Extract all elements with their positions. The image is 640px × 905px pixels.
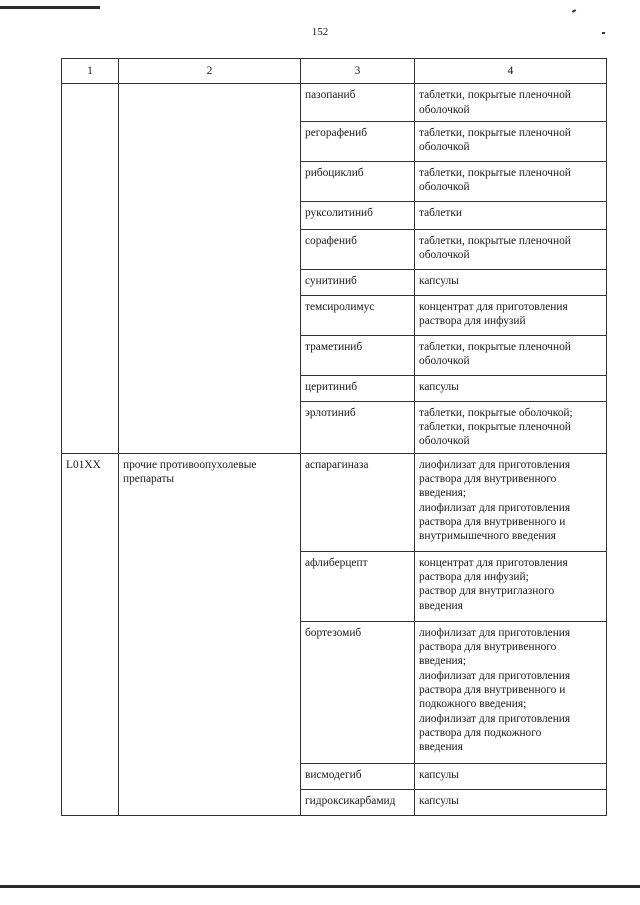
dosage-form-cell	[415, 621, 607, 763]
drug-name-cell: церитиниб	[301, 375, 415, 401]
column-header-2: 2	[119, 59, 301, 84]
group-name-cell	[119, 84, 301, 453]
text-line: таблетки, покрытые пленочной	[419, 421, 571, 434]
text-line: введения	[419, 599, 463, 612]
drug-name-cell: афлиберцепт	[301, 551, 415, 621]
dosage-form-cell	[415, 201, 607, 229]
text-line: введения;	[419, 655, 467, 668]
dosage-form-cell	[415, 401, 607, 453]
text-line: препараты	[123, 473, 175, 486]
dosage-form-cell	[415, 453, 607, 551]
atc-code-cell: L01XX	[62, 453, 119, 815]
dosage-form-cell	[415, 161, 607, 201]
dosage-form-cell	[415, 335, 607, 375]
drug-name-cell: темсиролимус	[301, 295, 415, 335]
table-body	[62, 84, 607, 815]
text-line: концентрат для приготовления	[419, 556, 568, 569]
text-line: оболочкой	[419, 435, 470, 448]
text-line: оболочкой	[419, 249, 470, 262]
text-line: оболочкой	[419, 103, 470, 116]
text-line: раствора для внутривенного	[419, 641, 557, 654]
text-line: введения	[419, 741, 463, 754]
text-line: лиофилизат для приготовления	[419, 501, 571, 514]
drug-name-cell: сорафениб	[301, 229, 415, 269]
drug-name-cell: аспарагиназа	[301, 453, 415, 551]
column-header-4: 4	[415, 59, 607, 84]
text-line: таблетки, покрытые пленочной	[419, 340, 571, 353]
text-line: таблетки, покрытые оболочкой;	[419, 406, 573, 419]
drug-name-cell: висмодегиб	[301, 763, 415, 789]
dosage-form-cell	[415, 229, 607, 269]
scan-artifact-line-top	[0, 6, 100, 9]
page-number: 152	[311, 26, 329, 38]
text-line: лиофилизат для приготовления	[419, 669, 571, 682]
text-line: оболочкой	[419, 181, 470, 194]
group-name-cell	[119, 453, 301, 815]
text-line: лиофилизат для приготовления	[419, 458, 571, 471]
column-header-1: 1	[62, 59, 119, 84]
atc-code-cell	[62, 84, 119, 453]
text-line: раствора для внутривенного	[419, 473, 557, 486]
drug-name-cell: пазопаниб	[301, 84, 415, 122]
drug-name-cell: руксолитиниб	[301, 201, 415, 229]
text-line: таблетки, покрытые пленочной	[419, 166, 571, 179]
text-line: раствора для подкожного	[419, 726, 542, 739]
text-line: раствор для внутриглазного	[419, 585, 555, 598]
text-line: таблетки, покрытые пленочной	[419, 126, 571, 139]
drug-name-cell: регорафениб	[301, 121, 415, 161]
dosage-form-cell	[415, 269, 607, 295]
text-line: подкожного введения;	[419, 698, 527, 711]
drug-table	[61, 58, 607, 816]
text-line: капсулы	[419, 794, 459, 807]
text-line: прочие противоопухолевые	[123, 458, 257, 471]
text-line: оболочкой	[419, 355, 470, 368]
text-line: раствора для инфузий	[419, 315, 526, 328]
column-header-3: 3	[301, 59, 415, 84]
dosage-form-cell	[415, 789, 607, 815]
text-line: раствора для инфузий;	[419, 571, 529, 584]
text-line: капсулы	[419, 768, 459, 781]
dosage-form-cell	[415, 551, 607, 621]
drug-name-cell: эрлотиниб	[301, 401, 415, 453]
drug-name-cell: сунитиниб	[301, 269, 415, 295]
text-line: введения;	[419, 487, 467, 500]
dosage-form-cell	[415, 84, 607, 122]
dosage-form-cell	[415, 763, 607, 789]
text-line: таблетки, покрытые пленочной	[419, 89, 571, 102]
table-header-row	[62, 59, 607, 84]
text-line: лиофилизат для приготовления	[419, 626, 571, 639]
dosage-form-cell	[415, 121, 607, 161]
text-line: внутримышечного введения	[419, 530, 556, 543]
dosage-form-cell	[415, 295, 607, 335]
text-line: оболочкой	[419, 141, 470, 154]
text-line: лиофилизат для приготовления	[419, 712, 571, 725]
table-row	[62, 84, 607, 122]
dosage-form-cell	[415, 375, 607, 401]
scan-speck	[572, 9, 576, 13]
text-line: концентрат для приготовления	[419, 300, 568, 313]
drug-name-cell: бортезомиб	[301, 621, 415, 763]
text-line: раствора для внутривенного и	[419, 515, 566, 528]
scan-artifact-line-bottom	[0, 885, 640, 888]
text-line: таблетки	[419, 206, 463, 219]
drug-name-cell: рибоциклиб	[301, 161, 415, 201]
table-row	[62, 453, 607, 551]
text-line: раствора для внутривенного и	[419, 683, 566, 696]
text-line: таблетки, покрытые пленочной	[419, 234, 571, 247]
text-line: капсулы	[419, 274, 459, 287]
drug-name-cell: гидроксикарбамид	[301, 789, 415, 815]
text-line: капсулы	[419, 380, 459, 393]
drug-name-cell: траметиниб	[301, 335, 415, 375]
